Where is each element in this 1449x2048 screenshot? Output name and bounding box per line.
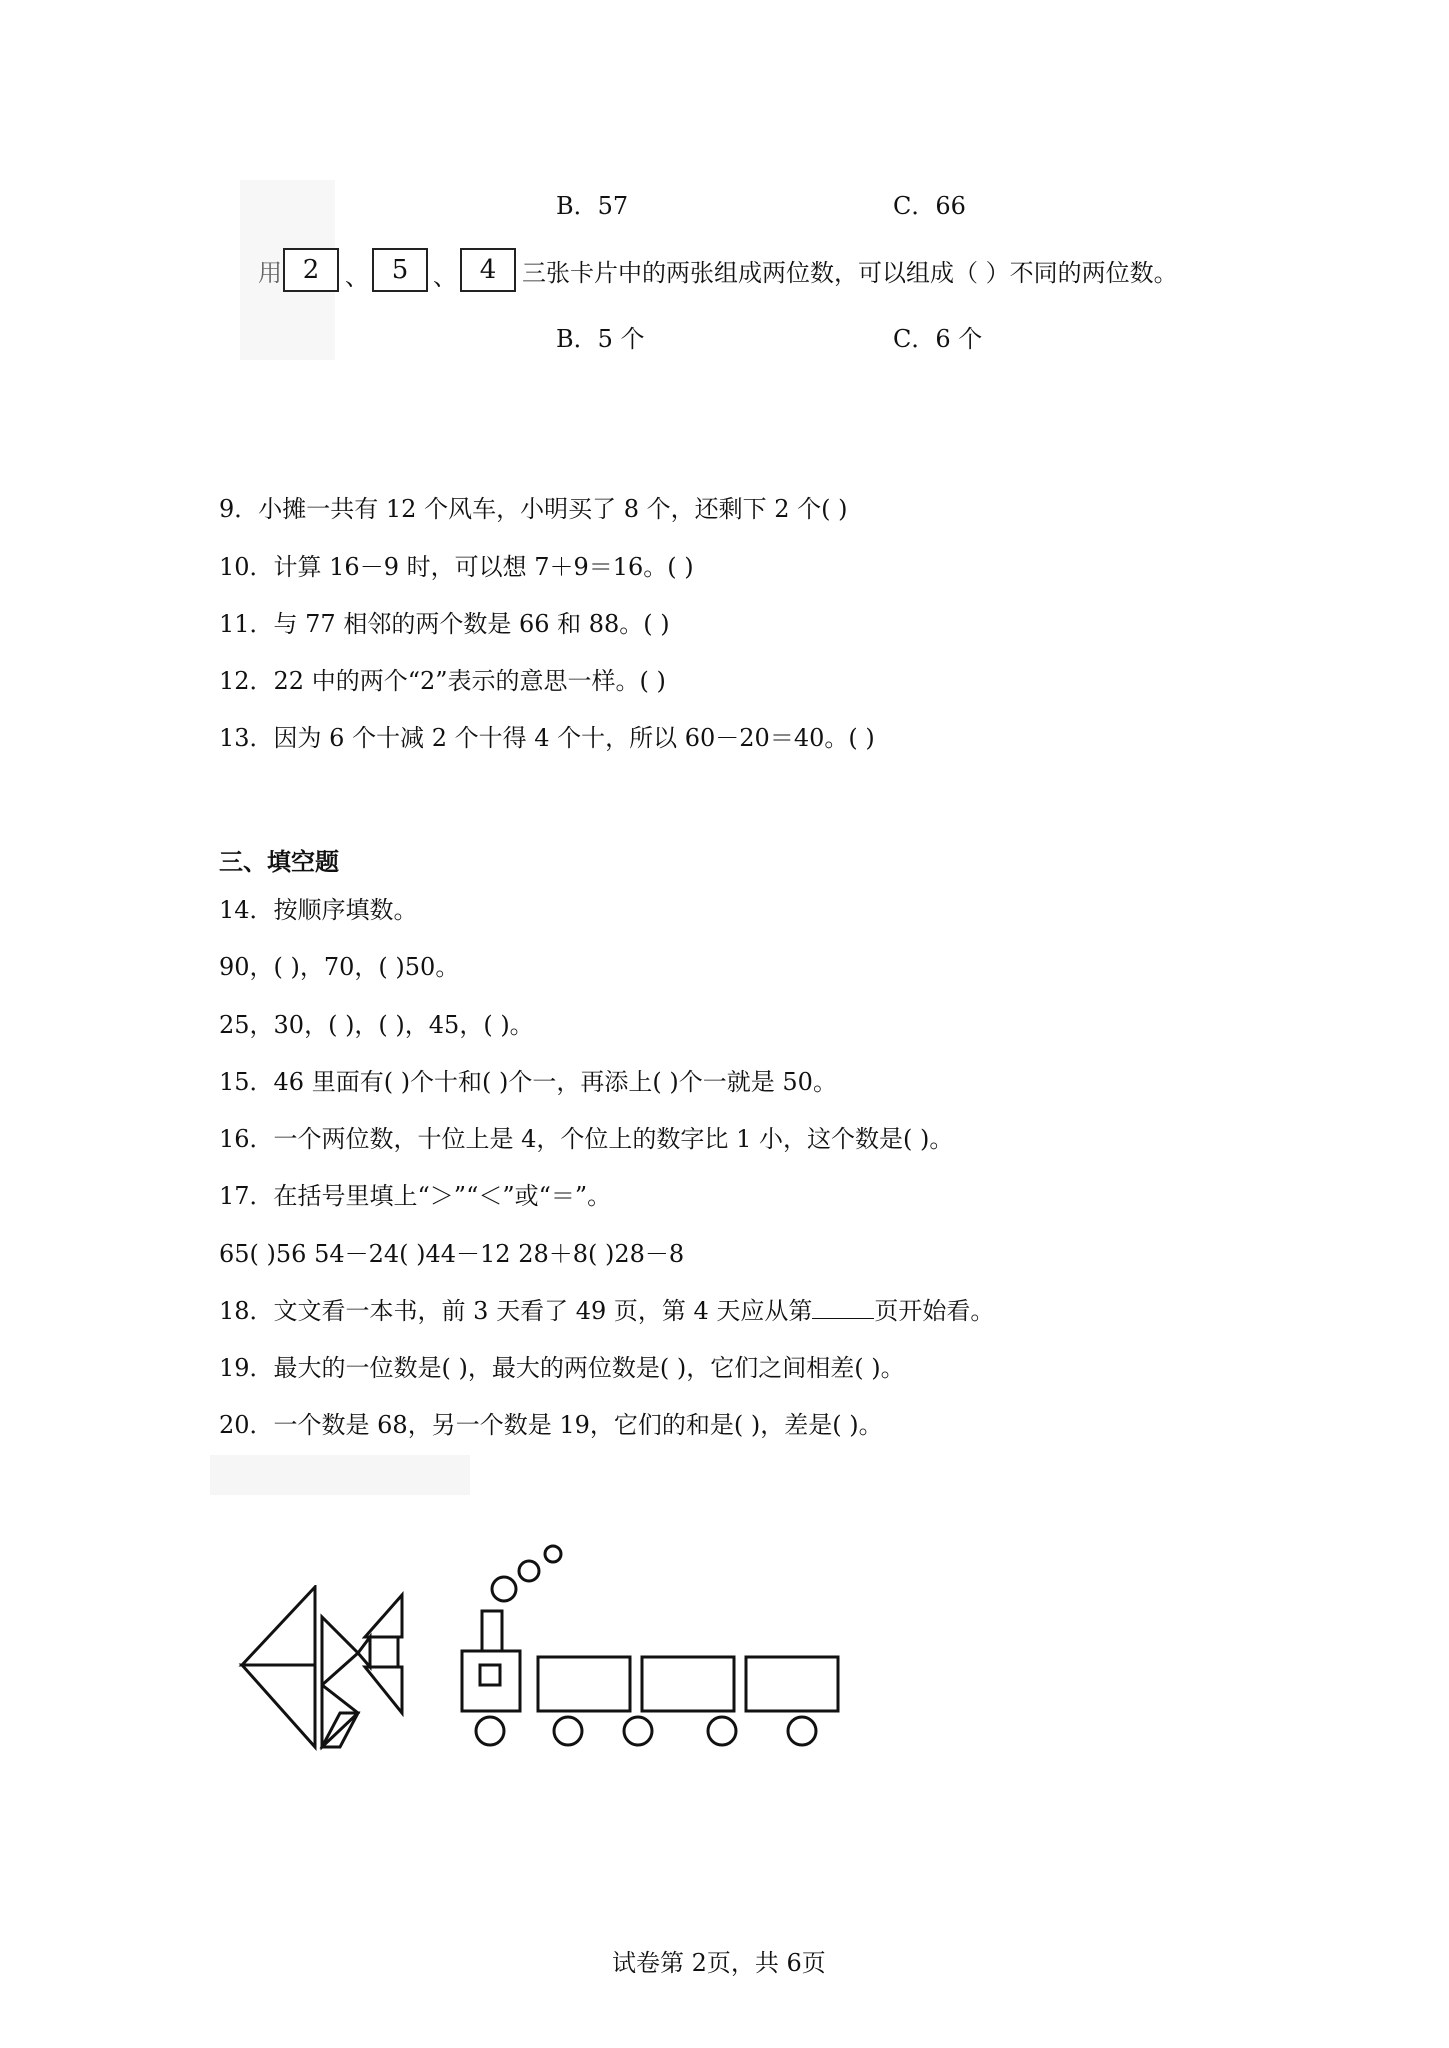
q8-option-b[interactable]: B．5 个: [556, 325, 645, 353]
q7-option-b[interactable]: B．57: [556, 192, 629, 220]
scan-shadow: [210, 1455, 470, 1495]
fill-question-16: 16．一个两位数，十位上是 4，个位上的数字比 1 小，这个数是( )。: [219, 1125, 954, 1153]
judge-question-13: 13．因为 6 个十减 2 个十得 4 个十，所以 60－20＝40。( ): [219, 724, 875, 752]
fill-question-19: 19．最大的一位数是( )，最大的两位数是( )，它们之间相差( )。: [219, 1354, 905, 1382]
page-footer: 试卷第 2页，共 6页: [612, 1949, 826, 1977]
smoke-circle: [545, 1546, 561, 1562]
fill-question-20: 20．一个数是 68，另一个数是 19，它们的和是( )，差是( )。: [219, 1411, 883, 1439]
q18-suffix: 页开始看。: [874, 1297, 995, 1325]
fill-question-18: [219, 1296, 994, 1326]
fill-question-14: 14．按顺序填数。: [219, 896, 418, 924]
card-separator: 、: [345, 263, 369, 291]
fill-question-15: 15．46 里面有( )个十和( )个一，再添上( )个一就是 50。: [219, 1068, 837, 1096]
q18-prefix: 18．文文看一本书，前 3 天看了 49 页，第 4 天应从第: [219, 1297, 813, 1325]
tangram-fish-figure: [230, 1585, 430, 1755]
answer-blank[interactable]: [812, 1296, 874, 1319]
smoke-circle: [492, 1577, 516, 1601]
q7-option-c[interactable]: C．66: [893, 192, 966, 220]
fill-question-17-row: 65( )56 54－24( )44－12 28＋8( )28－8: [219, 1240, 685, 1268]
number-card-5: 5: [372, 248, 428, 292]
q8-stem-suffix: 三张卡片中的两张组成两位数，可以组成（ ）不同的两位数。: [522, 259, 1178, 287]
q8-stem-prefix: 用: [258, 259, 282, 287]
q8-option-c[interactable]: C．6 个: [893, 325, 983, 353]
judge-question-9: 9．小摊一共有 12 个风车，小明买了 8 个，还剩下 2 个( ): [219, 495, 848, 523]
train-figure: [452, 1535, 852, 1775]
section-title-fill: 三、填空题: [219, 848, 339, 876]
fill-question-14-row-2: 25，30，( )，( )，45，( )。: [219, 1011, 534, 1039]
card-separator: 、: [433, 263, 457, 291]
judge-question-10: 10．计算 16－9 时，可以想 7＋9＝16。( ): [219, 553, 694, 581]
fill-question-14-row-1: 90，( )，70，( )50。: [219, 953, 460, 981]
smoke-circle: [519, 1561, 539, 1581]
fill-question-17: 17．在括号里填上“＞”“＜”或“＝”。: [219, 1182, 612, 1210]
number-card-4: 4: [460, 248, 516, 292]
number-card-2: 2: [283, 248, 339, 292]
judge-question-11: 11．与 77 相邻的两个数是 66 和 88。( ): [219, 610, 670, 638]
judge-question-12: 12．22 中的两个“2”表示的意思一样。( ): [219, 667, 666, 695]
